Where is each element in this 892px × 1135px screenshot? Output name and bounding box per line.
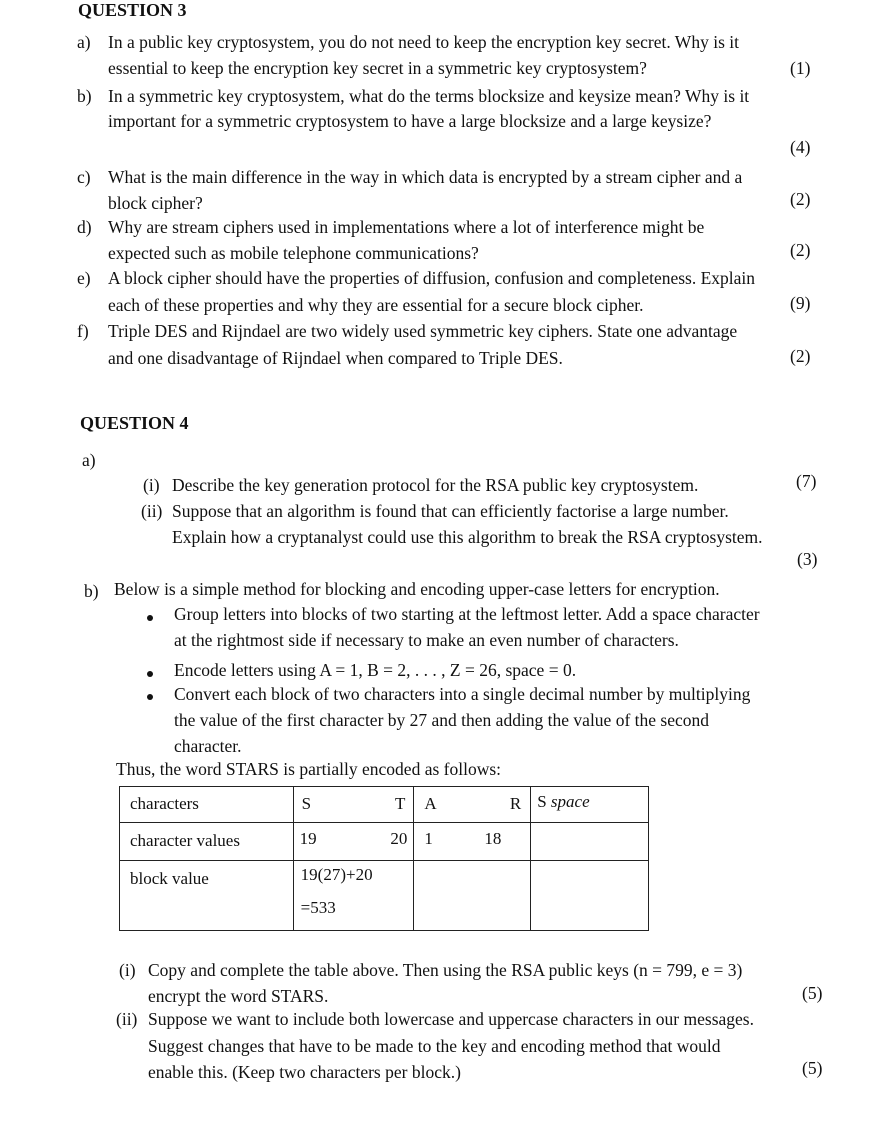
q3-f-label: f)	[77, 321, 89, 341]
q3-f-marks: (2)	[790, 346, 811, 366]
bullet-2-line1: Encode letters using A = 1, B = 2, . . . , Z = 26, space = 0.	[174, 660, 577, 680]
q3-f-line2: and one disadvantage of Rijndael when compared to Triple DES.	[108, 348, 563, 368]
row-label-characters: characters	[130, 794, 199, 813]
q4-a-label: a)	[82, 450, 96, 470]
q3-e-line2: each of these properties and why they are essential for a secure block cipher.	[108, 295, 644, 315]
table-row	[120, 823, 649, 861]
q3-f-line1: Triple DES and Rijndael are two widely used symmetric key ciphers. State one advantage	[108, 321, 738, 341]
q4-b-i-marks: (5)	[802, 983, 823, 1003]
q4-b-intro: Below is a simple method for blocking and encoding upper-case letters for encryption.	[114, 579, 720, 599]
q4-b-ii-line1: Suppose we want to include both lowercase and uppercase characters in our messages.	[148, 1009, 754, 1029]
question-4-heading: QUESTION 4	[80, 413, 189, 433]
q3-a-line1: In a public key cryptosystem, you do not need to keep the encryption key secret. Why is it	[108, 32, 739, 52]
table-cell	[414, 861, 531, 931]
q4-b-ii-line2: Suggest changes that have to be made to the key and encoding method that would	[148, 1036, 721, 1056]
block-value-result: =533	[300, 898, 336, 917]
value-20: 20	[390, 829, 408, 848]
q3-d-line2: expected such as mobile telephone communications?	[108, 243, 479, 263]
bullet-1-line1: Group letters into blocks of two starting at the leftmost letter. Add a space character	[174, 604, 760, 624]
q4-a-ii-line1: Suppose that an algorithm is found that can efficiently factorise a large number.	[172, 501, 729, 521]
q3-d-label: d)	[77, 217, 92, 237]
row-label-block-value: block value	[130, 869, 209, 888]
table-cell	[120, 823, 294, 861]
q4-a-ii-line2: Explain how a cryptanalyst could use this algorithm to break the RSA cryptosystem.	[172, 527, 763, 547]
q3-c-line1: What is the main difference in the way in which data is encrypted by a stream cipher and a	[108, 167, 743, 187]
q3-a-label: a)	[77, 32, 91, 52]
q3-d-line1: Why are stream ciphers used in implementations where a lot of interference might be	[108, 217, 705, 237]
char-space: space	[550, 792, 590, 811]
table-row	[120, 787, 649, 823]
q3-b-line2: important for a symmetric cryptosystem to have a large blocksize and a large keysize?	[108, 111, 712, 131]
q4-b-i-line2: encrypt the word STARS.	[148, 986, 329, 1006]
table-cell	[531, 787, 649, 823]
char-r: R	[509, 794, 522, 813]
thus-line: Thus, the word STARS is partially encoded as follows:	[116, 759, 502, 779]
table-cell	[414, 823, 531, 861]
value-19: 19	[299, 829, 317, 848]
bullet-dot	[147, 615, 153, 621]
q3-e-label: e)	[77, 268, 91, 288]
q3-e-marks: (9)	[790, 293, 811, 313]
char-t: T	[395, 794, 406, 813]
q3-c-marks: (2)	[790, 189, 811, 209]
q3-d-marks: (2)	[790, 240, 811, 260]
value-18: 18	[484, 829, 502, 848]
table-cell	[120, 787, 294, 823]
table-cell	[293, 787, 414, 823]
q4-a-ii-marks: (3)	[797, 549, 818, 569]
table-row	[120, 861, 649, 931]
question-3-heading: QUESTION 3	[78, 0, 187, 20]
bullet-dot	[147, 694, 153, 700]
table-cell	[293, 861, 414, 931]
table-cell	[531, 823, 649, 861]
table-cell	[293, 823, 414, 861]
q4-b-ii-label: (ii)	[116, 1009, 138, 1029]
q3-a-line2: essential to keep the encryption key secret in a symmetric key cryptosystem?	[108, 58, 647, 78]
table-cell	[414, 787, 531, 823]
bullet-1-line2: at the rightmost side if necessary to make an even number of characters.	[174, 630, 679, 650]
q4-a-ii-label: (ii)	[141, 501, 163, 521]
q4-a-i-marks: (7)	[796, 471, 817, 491]
q3-b-marks: (4)	[790, 137, 811, 157]
char-s2: S space	[537, 792, 590, 811]
block-value-formula: 19(27)+20	[300, 865, 373, 884]
q3-e-line1: A block cipher should have the properties of diffusion, confusion and completeness. Explain	[108, 268, 756, 288]
q4-b-ii-line3: enable this. (Keep two characters per block.)	[148, 1062, 461, 1082]
q4-b-label: b)	[84, 581, 99, 601]
q3-c-line2: block cipher?	[108, 193, 203, 213]
q3-a-marks: (1)	[790, 58, 811, 78]
q4-a-i-text: Describe the key generation protocol for the RSA public key cryptosystem.	[172, 475, 699, 495]
q4-b-ii-marks: (5)	[802, 1058, 823, 1078]
q4-b-i-label: (i)	[119, 960, 136, 980]
char-s: S	[301, 794, 312, 813]
bullet-3-line3: character.	[174, 736, 242, 756]
bullet-3-line1: Convert each block of two characters into a single decimal number by multiplying	[174, 684, 751, 704]
q4-a-i-label: (i)	[143, 475, 160, 495]
row-label-character-values: character values	[130, 831, 240, 850]
q3-b-line1: In a symmetric key cryptosystem, what do the terms blocksize and keysize mean? Why is it	[108, 86, 750, 106]
encoding-table	[119, 786, 649, 931]
table-cell	[531, 861, 649, 931]
q4-b-i-line1: Copy and complete the table above. Then using the RSA public keys (n = 799, e = 3)	[148, 960, 743, 980]
bullet-3-line2: the value of the first character by 27 and then adding the value of the second	[174, 710, 710, 730]
table-cell	[120, 861, 294, 931]
char-a: A	[424, 794, 437, 813]
value-1: 1	[424, 829, 433, 848]
q3-c-label: c)	[77, 167, 91, 187]
bullet-dot	[147, 671, 153, 677]
q3-b-label: b)	[77, 86, 92, 106]
